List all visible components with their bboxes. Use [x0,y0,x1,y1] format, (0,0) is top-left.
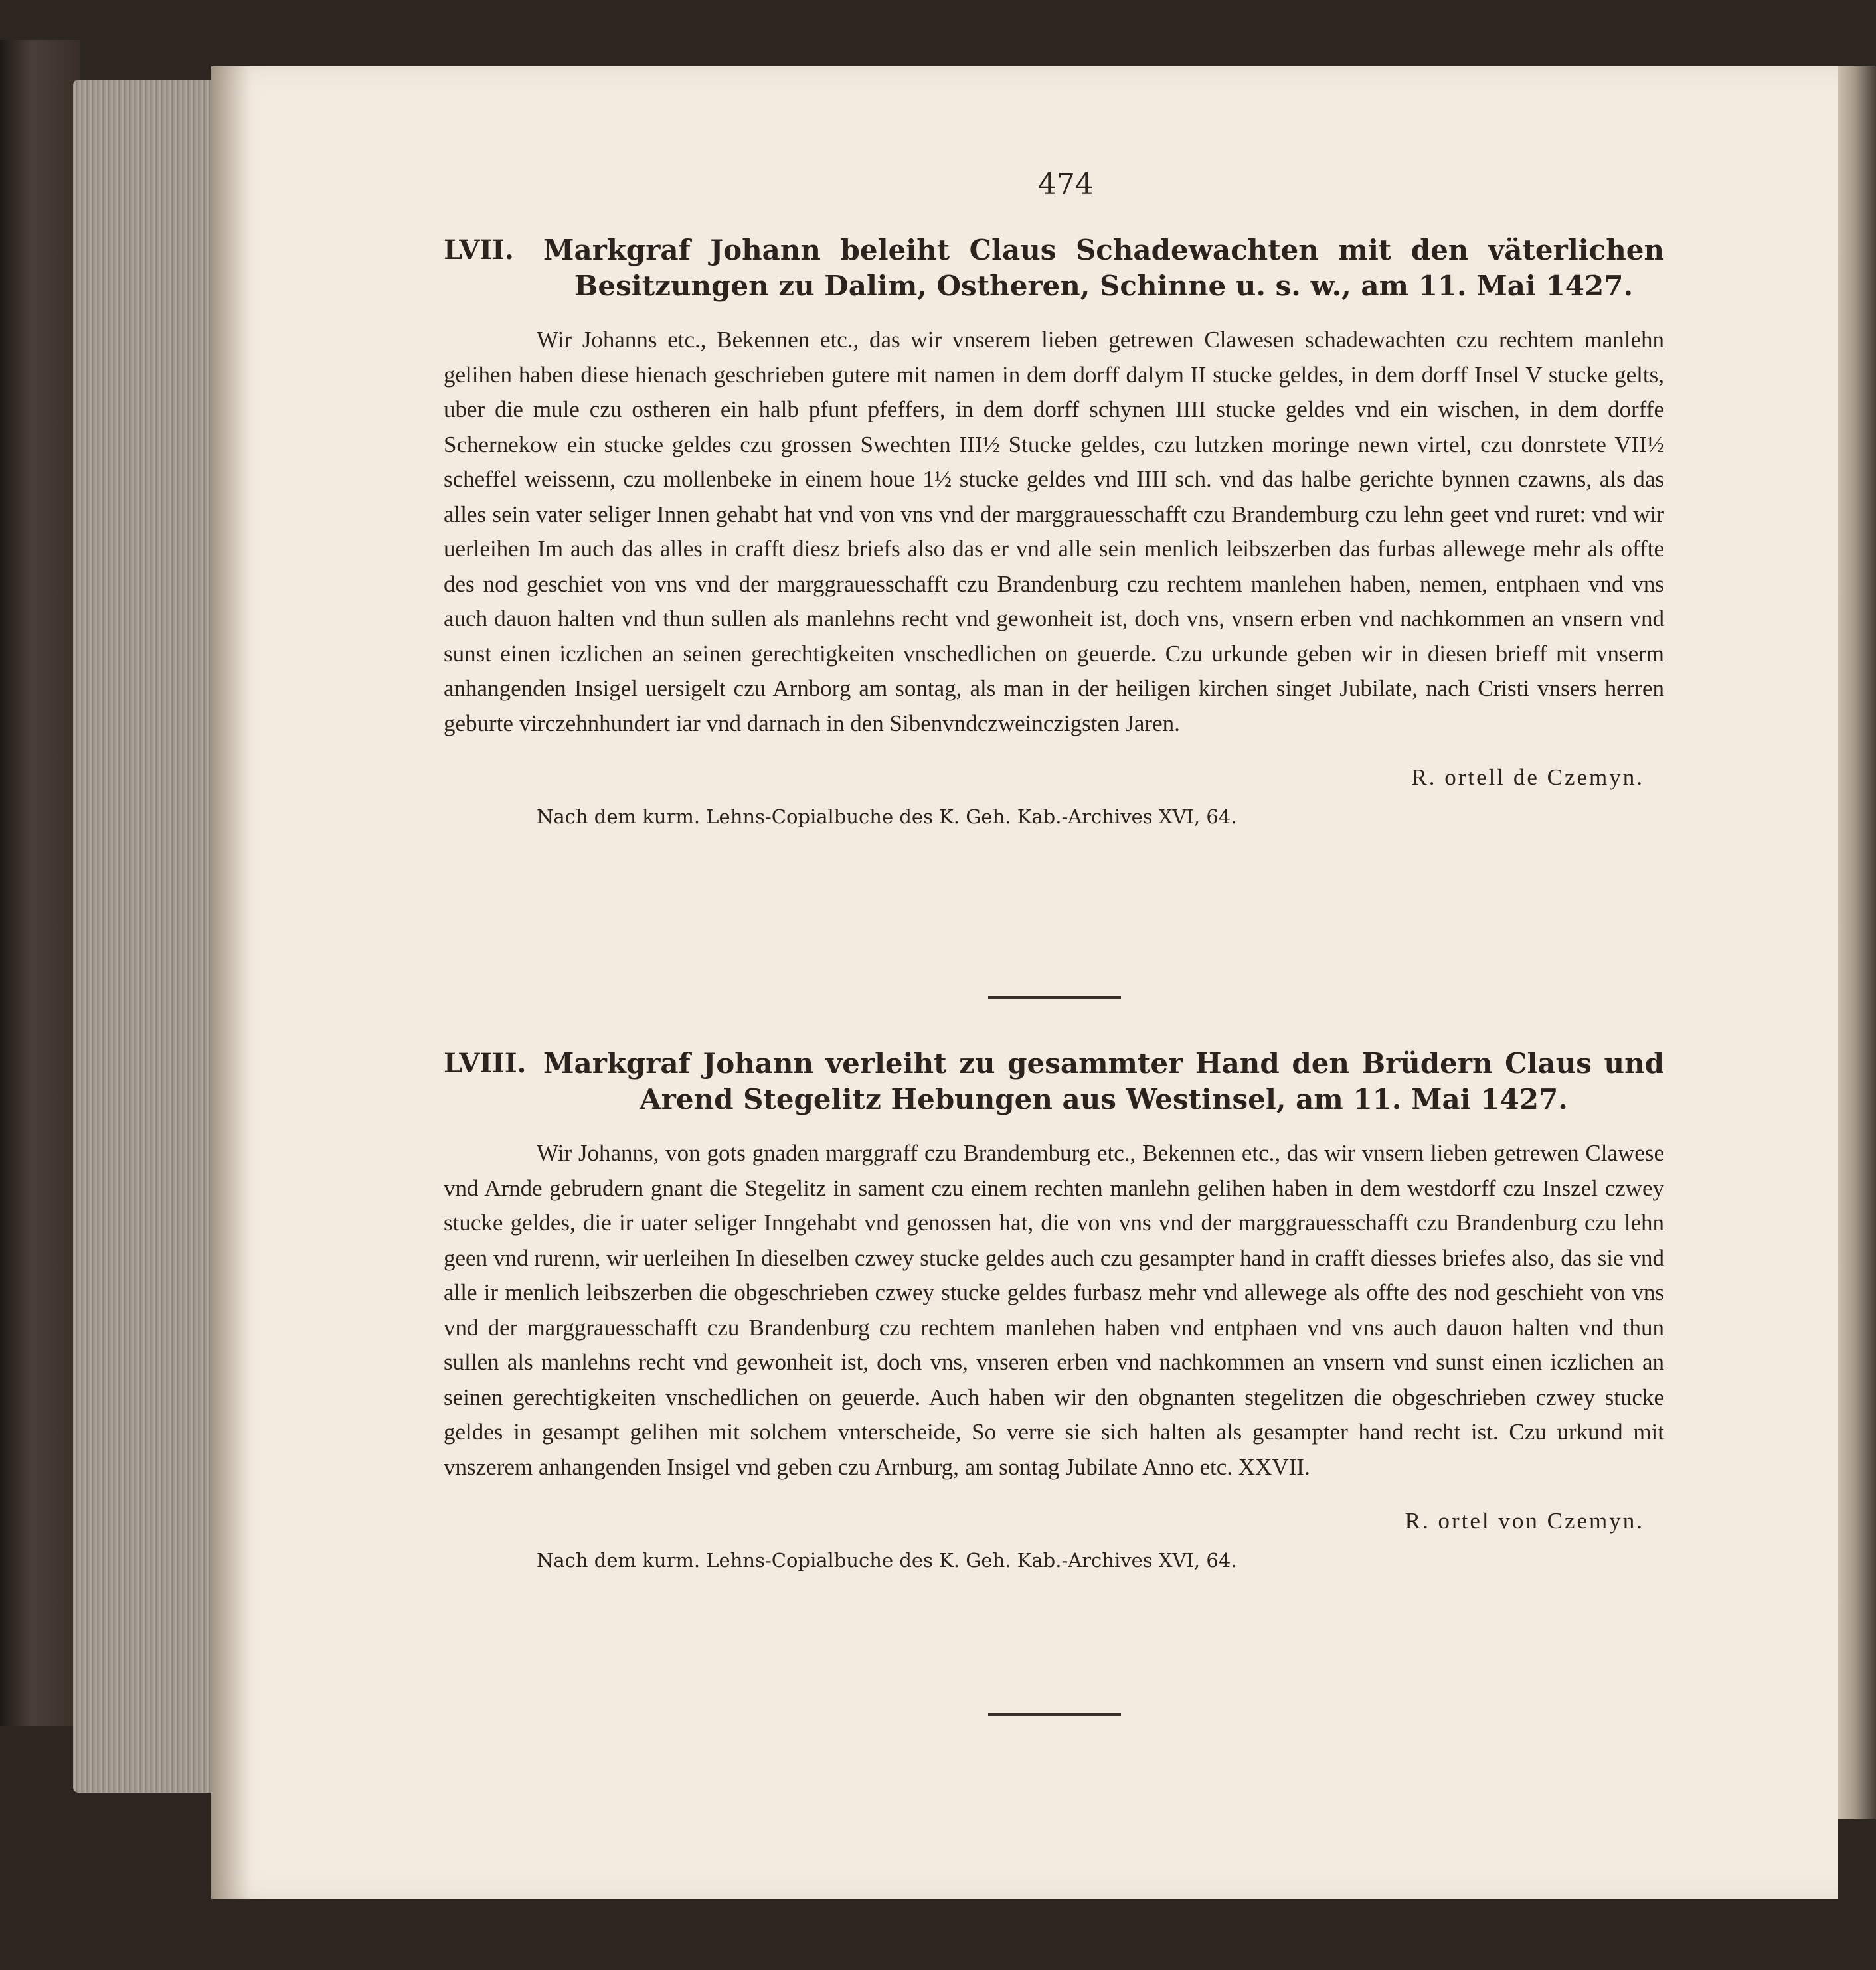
entry-heading [444,1046,1664,1117]
entry-body: Wir Johanns, von gots gnaden marggraff czu Brandemburg etc., Bekennen etc., das wir vnsern lieben getrewen Clawese vnd Arnde gebrudern gnant die Stegelitz in sament czu einem rechten manlehn gelihen haben in dem westdorff czu Inszel czwey stucke geldes, die ir uater seliger Inngehabt vnd genossen hat, die von vns vnd der marggrauesschafft czu Brandenburg czu lehn geen vnd rurenn, wir uerleihen In dieselben czwey stucke geldes auch czu gesampter hand in crafft diesses briefes also, das sie vnd alle ir menlich leibszerben die obgeschrieben czwey stucke geldes furbasz mehr vnd allewege als offte des nod geschieht von vns vnd der marggrauesschafft czu Brandenburg czu rechtem manlehen haben vnd entphaen vnd vns auch dauon halten vnd thun sullen als manlehns recht vnd gewonheit ist, doch vns, vnseren erben vnd nachkommen an vnsern vnd sunst einen iczlichen an seinen gerechtigkeiten vnschedlichen on geuerde. Auch haben wir den obgnanten stegelitzen die obgeschrieben czwey stucke geldes in gesampt gelihen mit solchem vnterscheide, So verre sie sich halten als gesampter hand recht ist. Czu urkund mit vnszerem anhangenden Insigel vnd geben czu Arnburg, am sontag Jubilate Anno etc. XXVII. [444,1140,1664,1480]
entry-title: Markgraf Johann beleiht Claus Schadewachten mit den väterlichen Besitzungen zu Dalim, Ostheren, Schinne u. s. w., am 11. Mai 1427. [543,234,1664,302]
gutter-shadow [211,66,251,1899]
entry-heading [444,232,1664,304]
page-number: 474 [1038,167,1094,201]
entry-signature: R. ortell de Czemyn. [1411,764,1644,790]
section-divider [988,1713,1121,1716]
document-entry [444,232,1664,828]
facing-page-edge [1833,66,1876,1819]
entry-body: Wir Johanns etc., Bekennen etc., das wir vnserem lieben getrewen Clawesen schadewachten czu rechtem manlehn gelihen haben diese hienach geschrieben gutere mit namen in dem dorff dalym II stucke geldes, in dem dorff Insel V stucke gelts, uber die mule czu ostheren ein halb pfunt pfeffers, in dem dorff schynen IIII stucke geldes vnd ein wischen, in dem dorffe Schernekow ein stucke geldes czu grossen Swechten III½ Stucke geldes, czu lutzken moringe newn virtel, czu donrstete VII½ scheffel weissenn, czu mollenbeke in einem houe 1½ stucke geldes vnd IIII sch. vnd das halbe gerichte bynnen czawns, als das alles sein vater seliger Innen gehabt hat vnd von vns vnd der marggrauesschafft czu Brandemburg czu lehn geet vnd ruret: vnd wir uerleihen Im auch das alles in crafft diesz briefs also das er vnd alle sein menlich leibszerben das furbas allewege mehr als offte des nod geschiet von vns vnd der marggrauesschafft czu Brandenburg czu rechtem manlehen haben, nemen, entphaen vnd vns auch dauon halten vnd thun sullen als manlehns recht vnd gewonheit ist, doch vns, vnsern erben vnd nachkommen an vnsern vnd sunst einen iczlichen an seinen gerechtigkeiten vnschedlichen on geuerde. Czu urkunde geben wir in diesen brieff mit vnserm anhangenden Insigel uersigelt czu Arnborg am sontag, als man in der heiligen kirchen singet Jubilate, nach Cristi vnsers herren geburte virczehnhundert iar vnd darnach in den Sibenvndczweinczigsten Jaren. [444,327,1664,736]
entry-source: Nach dem kurm. Lehns-Copialbuche des K. Geh. Kab.-Archives XVI, 64. [537,805,1237,828]
book-cover [0,40,80,1726]
entry-source: Nach dem kurm. Lehns-Copialbuche des K. Geh. Kab.-Archives XVI, 64. [537,1549,1237,1572]
entry-signature: R. ortel von Czemyn. [1405,1508,1644,1534]
entry-numeral: LVIII. [444,1048,527,1079]
entry-numeral: LVII. [444,234,514,266]
document-entry [444,1046,1664,1572]
section-divider [988,996,1121,999]
entry-title: Markgraf Johann verleiht zu gesammter Hand den Brüdern Claus und Arend Stegelitz Hebungen aus Westinsel, am 11. Mai 1427. [543,1047,1664,1115]
page-edges [73,80,213,1793]
